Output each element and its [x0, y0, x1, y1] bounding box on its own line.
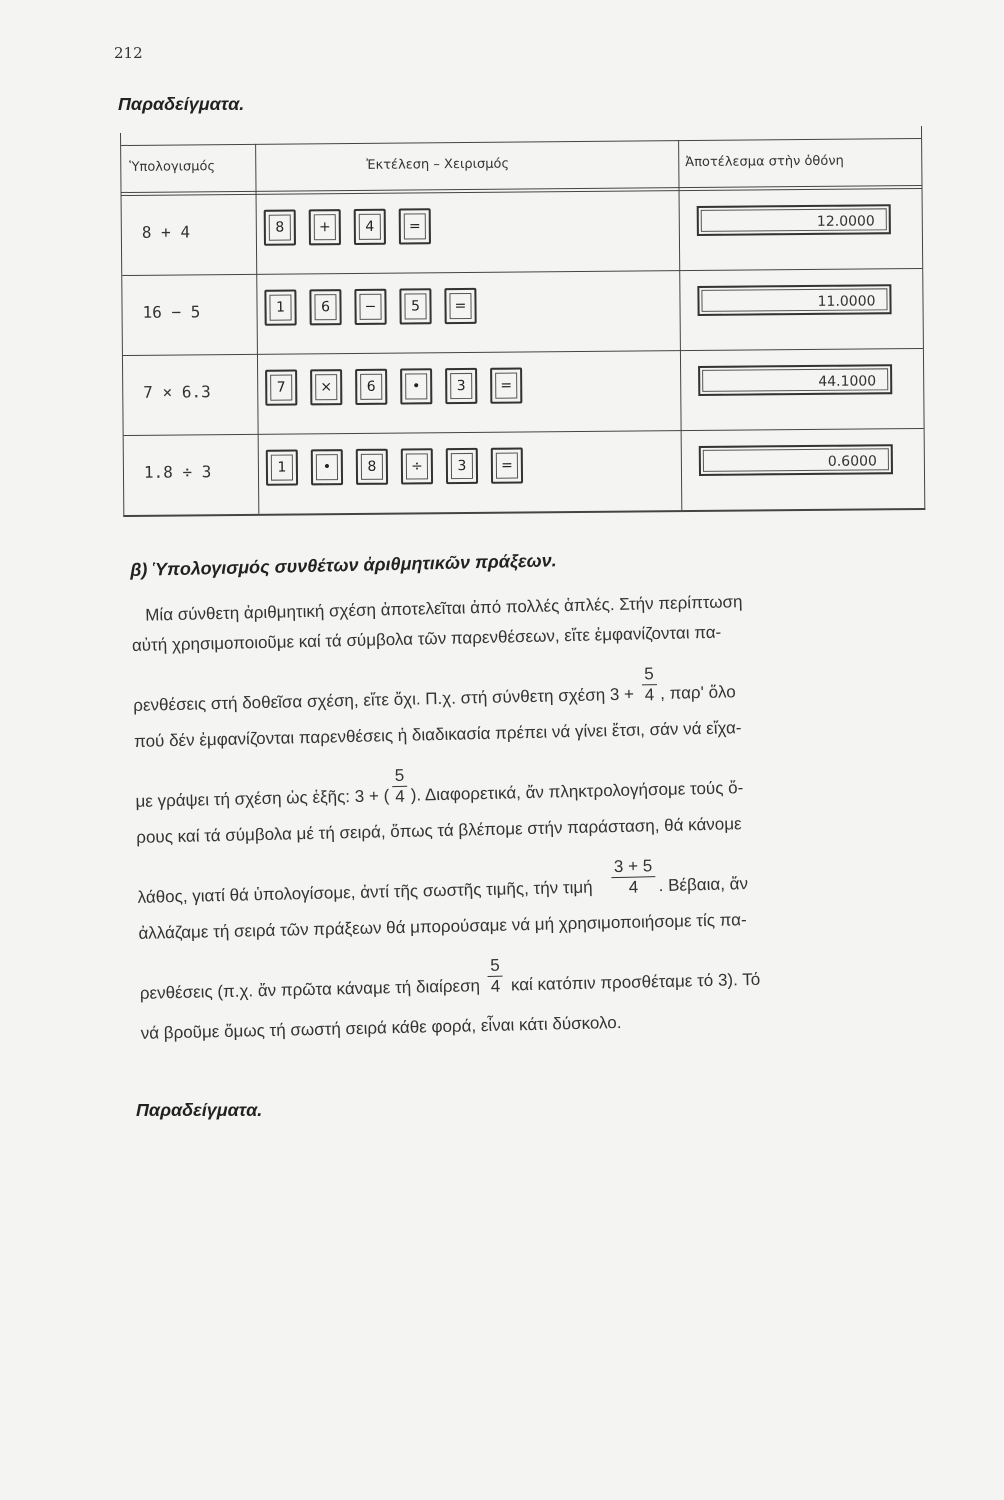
- text-run: με γράψει τή σχέση ὡς ἑξῆς: 3 + (: [135, 786, 390, 811]
- table-row: [122, 268, 923, 356]
- text-run: ρενθέσεις (π.χ. ἄν πρῶτα κάναμε τή διαίρεση: [139, 976, 481, 1003]
- table-header: [121, 138, 921, 196]
- calculator-key: =: [490, 368, 522, 404]
- paragraph-line: [137, 856, 749, 919]
- calculator-key: 6: [355, 369, 387, 405]
- paragraph-line: αὐτή χρησιμοποιοῦμε καί τά σύμβολα τῶν παρενθέσεων, εἴτε ἐμφανίζονται πα-: [131, 622, 722, 655]
- fraction-numerator: 5: [490, 955, 500, 975]
- calculator-key: 8: [264, 209, 296, 245]
- result-display: 44.1000: [698, 364, 892, 396]
- fraction-numerator: 3 + 5: [613, 856, 653, 877]
- calculator-key: 8: [356, 449, 388, 485]
- key-sequence: [265, 368, 522, 406]
- paragraph-line: ρους καί τά σύμβολα μέ τή σειρά, ὅπως τά βλέπομε στήν παράσταση, θά κάνομε: [136, 814, 742, 847]
- paragraph-line: [139, 955, 761, 1015]
- fraction-numerator: 5: [644, 664, 654, 684]
- calculator-key: =: [399, 208, 431, 244]
- key-sequence: [264, 208, 431, 245]
- table-row: [122, 188, 923, 276]
- calculation-expression: 7 × 6.3: [143, 382, 211, 402]
- text-run: ρενθέσεις στή δοθεῖσα σχέση, εἴτε ὄχι. Π.χ. στή σύνθετη σχέση 3 +: [133, 684, 635, 715]
- calculator-key: •: [400, 368, 432, 404]
- examples-heading-bottom: Παραδείγματα.: [136, 1100, 263, 1120]
- table-row: [123, 348, 924, 436]
- calculation-expression: 1.8 ÷ 3: [143, 462, 212, 482]
- section-title: β) Ὑπολογισμός συνθέτων ἀριθμητικῶν πράξεων.: [130, 550, 557, 580]
- fraction: [487, 956, 503, 997]
- fraction-numerator: 5: [394, 765, 405, 786]
- calculator-key: ÷: [401, 448, 433, 484]
- calculator-key: 7: [265, 369, 297, 405]
- calculator-examples-table: [120, 126, 925, 517]
- text-run: . Βέβαια, ἄν: [658, 874, 749, 896]
- page-number: 212: [114, 44, 143, 62]
- calculation-expression: 8 + 4: [141, 222, 191, 242]
- calculator-key: −: [354, 289, 386, 325]
- fraction-denominator: 4: [611, 876, 656, 898]
- table-row: [124, 428, 925, 515]
- calculator-key: ×: [310, 369, 342, 405]
- paragraph-line: πού δέν ἐμφανίζονται παρενθέσεις ἡ διαδικασία πρέπει νά γίνει ἔτσι, σάν νά εἴχα-: [133, 718, 742, 751]
- calculation-expression: 16 − 5: [142, 302, 201, 322]
- fraction-denominator: 4: [488, 976, 504, 997]
- paragraph-line: [133, 664, 736, 727]
- paragraph-line: ἀλλάζαμε τή σειρά τῶν πράξεων θά μπορούσαμε νά μή χρησιμοποιήσομε τίς πα-: [138, 910, 747, 943]
- calculator-key: 1: [264, 289, 296, 325]
- calculator-key: 3: [446, 448, 478, 484]
- calculator-key: 6: [309, 289, 341, 325]
- calculator-key: +: [309, 209, 341, 245]
- examples-heading: Παραδείγματα.: [118, 94, 245, 114]
- text-run: καί κατόπιν προσθέταμε τό 3). Τό: [510, 969, 761, 995]
- paragraph-line: [135, 765, 744, 823]
- fraction-denominator: 4: [392, 786, 408, 807]
- key-sequence: [264, 288, 476, 326]
- fraction: [392, 766, 408, 807]
- text-run: ). Διαφορετικά, ἄν πληκτρολογήσομε τούς ὅ-: [410, 778, 744, 805]
- calculator-key: =: [491, 447, 523, 483]
- text-run: λάθος, γιατί θά ὑπολογίσομε, ἀντί τῆς σωστῆς τιμῆς, τήν τιμή: [137, 877, 593, 907]
- result-display: 0.6000: [699, 444, 893, 476]
- result-display: 12.0000: [697, 204, 891, 236]
- header-result: Ἀποτέλεσμα στὴν ὀθόνη: [685, 153, 844, 171]
- calculator-key: 4: [354, 209, 386, 245]
- fraction: [641, 664, 657, 705]
- calculator-key: 1: [266, 449, 298, 485]
- header-execution: Ἐκτέλεση – Χειρισμός: [366, 156, 510, 173]
- calculator-key: =: [444, 288, 476, 324]
- compound-operations-section: [130, 541, 960, 1043]
- calculator-key: •: [311, 449, 343, 485]
- paragraph-line: νά βροῦμε ὅμως τή σωστή σειρά κάθε φορά, εἶναι κάτι δύσκολο.: [140, 1012, 622, 1043]
- result-display: 11.0000: [697, 284, 891, 316]
- calculator-key: 3: [445, 368, 477, 404]
- text-run: , παρ' ὅλο: [659, 682, 736, 703]
- paragraph-line: Μία σύνθετη ἀριθμητική σχέση ἀποτελεῖται ἀπό πολλές ἁπλές. Στήν περίπτωση: [145, 592, 743, 625]
- calculator-key: 5: [399, 288, 431, 324]
- header-calculation: Ὑπολογισμός: [129, 159, 216, 175]
- fraction: [611, 856, 656, 898]
- fraction-denominator: 4: [642, 684, 658, 705]
- key-sequence: [266, 447, 523, 485]
